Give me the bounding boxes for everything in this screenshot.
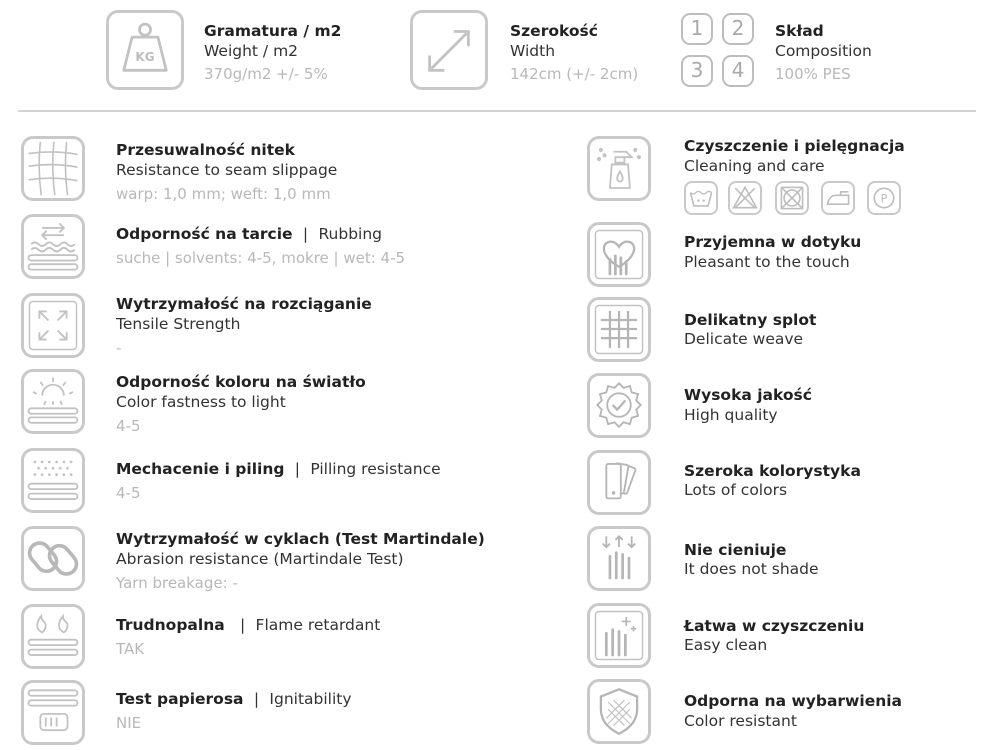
pilling-title-row <box>116 460 441 478</box>
easy-clean-subtitle: Easy clean <box>684 636 768 654</box>
ignitability-title-row <box>116 690 352 708</box>
ignitability-title-suffix: Ignitability <box>269 690 352 708</box>
flame-icon-box <box>21 604 85 669</box>
pilling-title: Mechacenie i piling <box>116 460 285 478</box>
rubbing-title-suffix: Rubbing <box>318 225 383 243</box>
hand-heart-icon <box>590 225 648 284</box>
seam-slippage-subtitle: Resistance to seam slippage <box>116 161 338 179</box>
chain-links-icon <box>24 529 82 588</box>
wash-30-icon <box>686 183 716 213</box>
color-swatches-icon-box <box>587 450 651 515</box>
easy-clean-title: Łatwa w czyszczeniu <box>684 617 865 635</box>
color-swatches-icon <box>590 453 648 512</box>
martindale-title: Wytrzymałość w cyklach (Test Martindale) <box>116 530 485 548</box>
hand-sparkle-icon <box>590 606 648 665</box>
light-fastness-title: Odporność koloru na światło <box>116 373 366 391</box>
width-subtitle: Width <box>510 42 556 60</box>
weight-icon-box <box>106 10 184 90</box>
composition-number-1: 1 <box>681 13 713 45</box>
weight-title: Gramatura / m2 <box>204 22 342 40</box>
composition-number-2: 2 <box>722 13 754 45</box>
care-no-bleach <box>728 181 762 215</box>
color-resistant-title: Odporna na wybarwienia <box>684 692 903 710</box>
header-divider <box>18 110 976 112</box>
rubbing-title: Odporność na tarcie <box>116 225 293 243</box>
pleasant-title: Przyjemna w dotyku <box>684 233 862 251</box>
iron-low-icon <box>823 183 853 213</box>
cleaning-title: Czyszczenie i pielęgnacja <box>684 137 905 155</box>
expand-arrows-icon <box>413 13 485 87</box>
rubbing-title-row <box>116 225 382 243</box>
color-resistant-subtitle: Color resistant <box>684 712 797 730</box>
width-icon-box <box>410 10 488 90</box>
colors-subtitle: Lots of colors <box>684 481 788 499</box>
composition-title: Skład <box>775 22 824 40</box>
hand-sparkle-icon-box <box>587 603 651 668</box>
rubbing-icon-box <box>21 214 85 279</box>
flame-title: Trudnopalna <box>116 616 225 634</box>
tensile-title: Wytrzymałość na rozciąganie <box>116 295 372 313</box>
martindale-subtitle: Abrasion resistance (Martindale Test) <box>116 550 404 568</box>
grid-fabric-icon <box>24 139 82 198</box>
pilling-value: 4-5 <box>116 484 141 502</box>
pilling-icon <box>24 451 82 510</box>
tensile-subtitle: Tensile Strength <box>116 315 241 333</box>
composition-subtitle: Composition <box>775 42 872 60</box>
no-shade-title: Nie cieniuje <box>684 541 787 559</box>
flame-title-suffix: Flame retardant <box>255 616 381 634</box>
light-fastness-subtitle: Color fastness to light <box>116 393 286 411</box>
pilling-separator: | <box>289 460 305 478</box>
colors-title: Szeroka kolorystyka <box>684 462 861 480</box>
stretch-arrows-icon-box <box>21 293 85 358</box>
hand-heart-icon-box <box>587 222 651 287</box>
composition-number-3: 3 <box>681 55 713 87</box>
professional-clean-p-icon <box>869 183 899 213</box>
composition-number-4: 4 <box>722 55 754 87</box>
spray-bottle-icon-box <box>587 136 651 201</box>
tensile-value: - <box>116 339 122 357</box>
cleaning-subtitle: Cleaning and care <box>684 157 825 175</box>
shield-icon <box>590 682 648 741</box>
grid-fabric-icon-box <box>21 136 85 201</box>
pilling-title-suffix: Pilling resistance <box>310 460 441 478</box>
quality-subtitle: High quality <box>684 406 778 424</box>
weight-kg-icon <box>109 13 181 87</box>
cigarette-icon-box <box>21 680 85 745</box>
care-no-tumble-dry <box>775 181 809 215</box>
rubbing-value: suche | solvents: 4-5, mokre | wet: 4-5 <box>116 249 406 267</box>
weight-subtitle: Weight / m2 <box>204 42 299 60</box>
rubbing-separator: | <box>297 225 314 243</box>
quality-badge-icon-box <box>587 373 651 438</box>
flame-icon <box>24 607 82 666</box>
weight-icon-text: KG <box>135 50 155 65</box>
ignitability-separator: | <box>248 690 264 708</box>
cigarette-icon <box>24 683 82 742</box>
weave-icon <box>590 300 648 359</box>
seam-slippage-title: Przesuwalność nitek <box>116 141 295 159</box>
care-professional-clean <box>867 181 901 215</box>
ignitability-value: NIE <box>116 714 142 732</box>
weight-value: 370g/m2 +/- 5% <box>204 65 328 83</box>
stretch-arrows-icon <box>24 296 82 355</box>
no-shade-subtitle: It does not shade <box>684 560 819 578</box>
shield-icon-box <box>587 679 651 744</box>
flame-title-row <box>116 616 380 634</box>
care-letter: P <box>880 191 888 206</box>
flame-value: TAK <box>116 640 145 658</box>
rubbing-icon <box>24 217 82 276</box>
hand-arrows-icon-box <box>587 526 651 591</box>
pilling-icon-box <box>21 448 85 513</box>
weave-title: Delikatny splot <box>684 311 817 329</box>
ignitability-title: Test papierosa <box>116 690 244 708</box>
care-iron-low <box>821 181 855 215</box>
quality-badge-icon <box>590 376 648 435</box>
weave-subtitle: Delicate weave <box>684 330 804 348</box>
sun-light-icon-box <box>21 369 85 434</box>
weave-icon-box <box>587 297 651 362</box>
chain-links-icon-box <box>21 526 85 591</box>
pleasant-subtitle: Pleasant to the touch <box>684 253 850 271</box>
no-bleach-icon <box>730 183 760 213</box>
seam-slippage-value: warp: 1,0 mm; weft: 1,0 mm <box>116 185 331 203</box>
hand-arrows-icon <box>590 529 648 588</box>
composition-value: 100% PES <box>775 65 851 83</box>
spray-bottle-icon <box>590 139 648 198</box>
width-title: Szerokość <box>510 22 598 40</box>
quality-title: Wysoka jakość <box>684 386 812 404</box>
width-value: 142cm (+/- 2cm) <box>510 65 639 83</box>
light-fastness-value: 4-5 <box>116 417 141 435</box>
flame-separator: | <box>230 616 251 634</box>
martindale-value: Yarn breakage: - <box>116 574 238 592</box>
sun-light-icon <box>24 372 82 431</box>
care-wash-30 <box>684 181 718 215</box>
no-tumble-dry-icon <box>777 183 807 213</box>
